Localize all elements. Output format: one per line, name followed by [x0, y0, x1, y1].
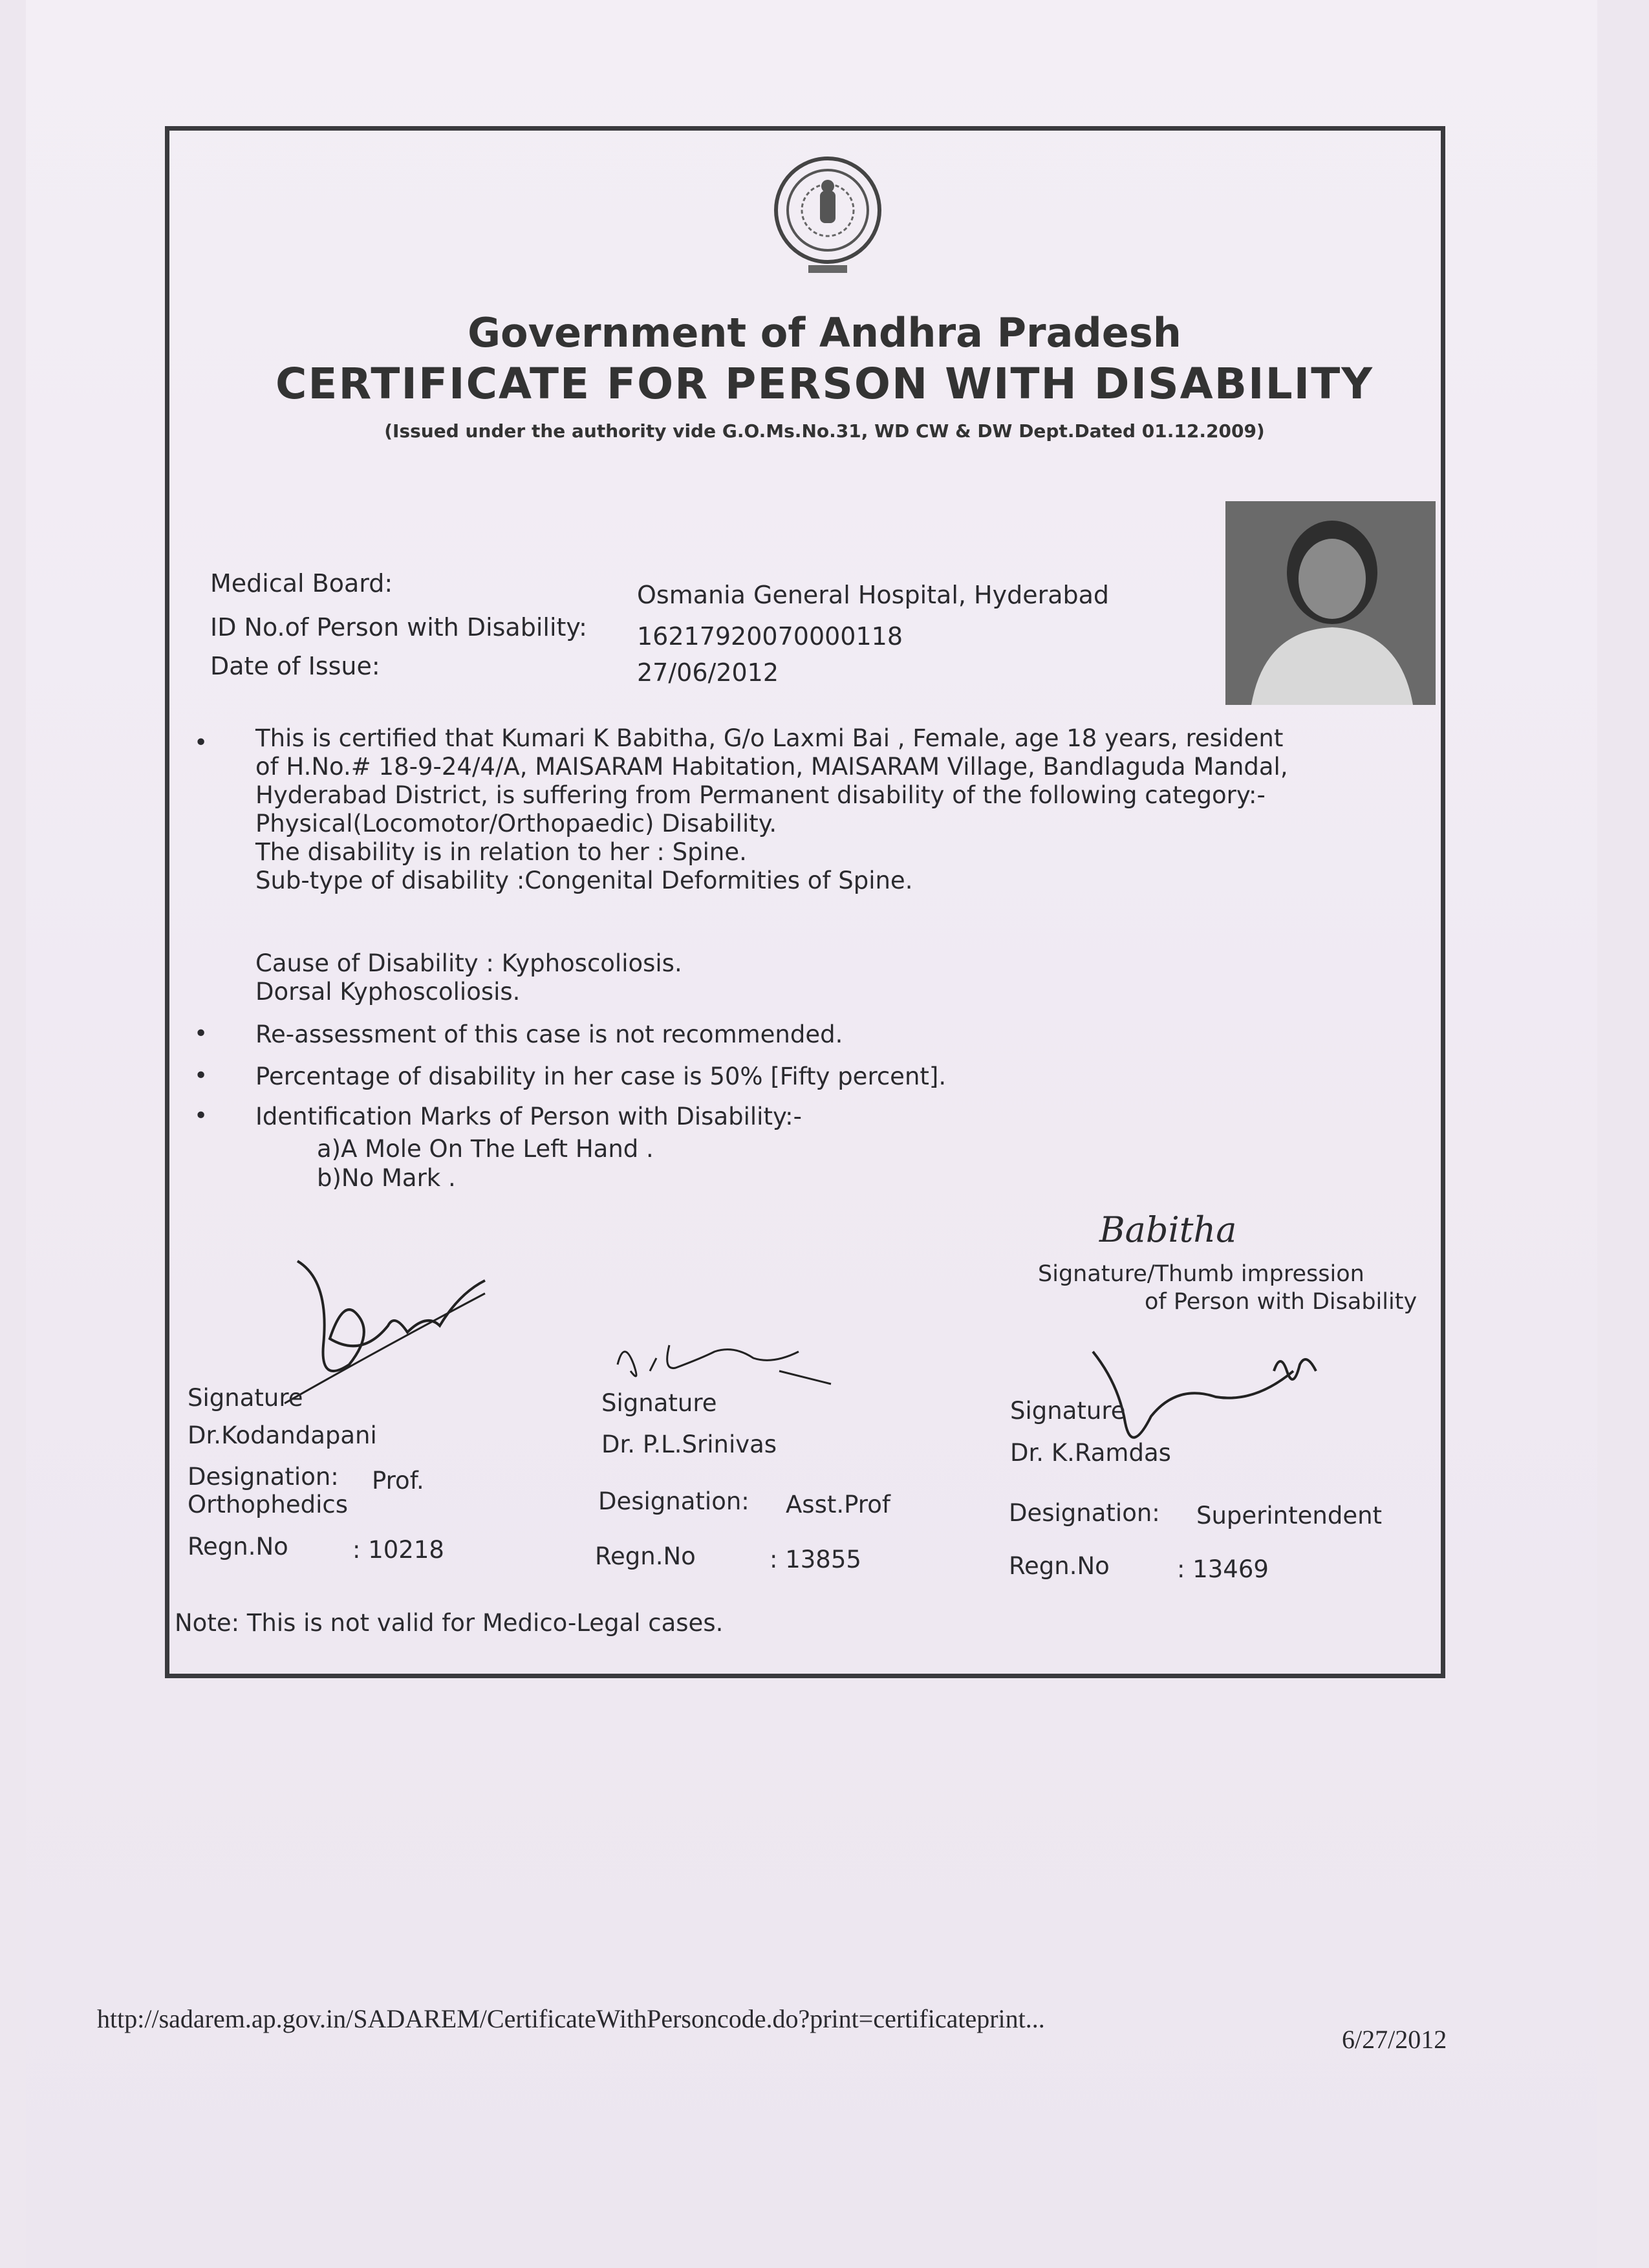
doctor-1-signature-label: Signature — [188, 1384, 303, 1412]
para-line: The disability is in relation to her : Spine. — [255, 838, 747, 866]
doctor-1-designation: Prof. — [372, 1467, 424, 1495]
id-value: 16217920070000118 — [637, 622, 903, 651]
para-line: Sub-type of disability :Congenital Deformities of Spine. — [255, 867, 913, 894]
footer-url: http://sadarem.ap.gov.in/SADAREM/CertificateWithPersoncode.do?print=certificateprint... — [97, 2004, 1045, 2033]
date-value: 27/06/2012 — [637, 658, 779, 687]
doctor-2-name: Dr. P.L.Srinivas — [601, 1431, 777, 1458]
para-line: Physical(Locomotor/Orthopaedic) Disability. — [255, 810, 777, 837]
doctor-1-regn-label: Regn.No — [188, 1533, 288, 1561]
state-emblem-icon — [757, 149, 899, 285]
doctor-3-signature-label: Signature — [1010, 1397, 1126, 1425]
doctor-1-name: Dr.Kodandapani — [188, 1421, 377, 1449]
thumb-impression-label-2: of Person with Disability — [1145, 1289, 1417, 1315]
cause-of-disability — [255, 949, 1439, 1006]
percentage-line: Percentage of disability in her case is 50% [Fifty percent]. — [255, 1063, 947, 1090]
doctor-1-signature-scribble — [278, 1255, 491, 1423]
date-label: Date of Issue: — [210, 652, 380, 680]
doctor-2-regn: : 13855 — [770, 1546, 861, 1573]
bullet-icon: • — [194, 1063, 208, 1089]
doctor-1-designation-dept: Orthophedics — [188, 1491, 349, 1518]
para-line: of H.No.# 18-9-24/4/A, MAISARAM Habitation, MAISARAM Village, Bandlaguda Mandal, — [255, 753, 1288, 781]
para-line: This is certified that Kumari K Babitha, G/o Laxmi Bai , Female, age 18 years, resident — [255, 724, 1284, 752]
cause-line: Cause of Disability : Kyphoscoliosis. — [255, 949, 682, 977]
identification-marks-heading: Identification Marks of Person with Disability:- — [255, 1103, 802, 1130]
footer-date: 6/27/2012 — [1342, 2025, 1447, 2054]
thumb-impression-label: Signature/Thumb impression — [1038, 1261, 1364, 1287]
mark-a: a)A Mole On The Left Hand . — [317, 1135, 654, 1163]
certificate-title: CERTIFICATE FOR PERSON WITH DISABILITY — [275, 359, 1374, 409]
para-line: Hyderabad District, is suffering from Permanent disability of the following category:- — [255, 781, 1266, 809]
doctor-2-regn-label: Regn.No — [595, 1542, 696, 1570]
government-title: Government of Andhra Pradesh — [468, 309, 1181, 356]
doctor-3-regn: : 13469 — [1177, 1555, 1269, 1583]
medical-board-value: Osmania General Hospital, Hyderabad — [637, 581, 1110, 609]
doctor-3-name: Dr. K.Ramdas — [1010, 1439, 1171, 1467]
doctor-1-designation-label: Designation: — [188, 1463, 339, 1491]
authority-line: (Issued under the authority vide G.O.Ms.No.31, WD CW & DW Dept.Dated 01.12.2009) — [384, 420, 1265, 442]
doctor-2-designation-label: Designation: — [598, 1487, 749, 1515]
medical-board-label: Medical Board: — [210, 569, 393, 598]
cause-line: Dorsal Kyphoscoliosis. — [255, 978, 521, 1006]
doctor-1-regn: : 10218 — [352, 1536, 444, 1564]
id-label: ID No.of Person with Disability: — [210, 613, 587, 642]
doctor-3-designation: Superintendent — [1196, 1502, 1383, 1529]
bullet-icon: • — [194, 1103, 208, 1129]
person-handwritten-signature: Babitha — [1099, 1209, 1237, 1250]
doctor-2-signature-label: Signature — [601, 1389, 717, 1417]
doctor-3-designation-label: Designation: — [1009, 1499, 1160, 1527]
mark-b: b)No Mark . — [317, 1164, 456, 1192]
bullet-icon: • — [194, 729, 208, 756]
doctor-3-regn-label: Regn.No — [1009, 1552, 1110, 1580]
reassessment-line: Re-assessment of this case is not recommended. — [255, 1021, 843, 1048]
certification-paragraph — [255, 724, 1439, 895]
doctor-2-designation: Asst.Prof — [786, 1491, 890, 1518]
person-photo — [1225, 501, 1436, 705]
bullet-icon: • — [194, 1021, 208, 1047]
validity-note: Note: This is not valid for Medico-Legal cases. — [175, 1609, 724, 1637]
